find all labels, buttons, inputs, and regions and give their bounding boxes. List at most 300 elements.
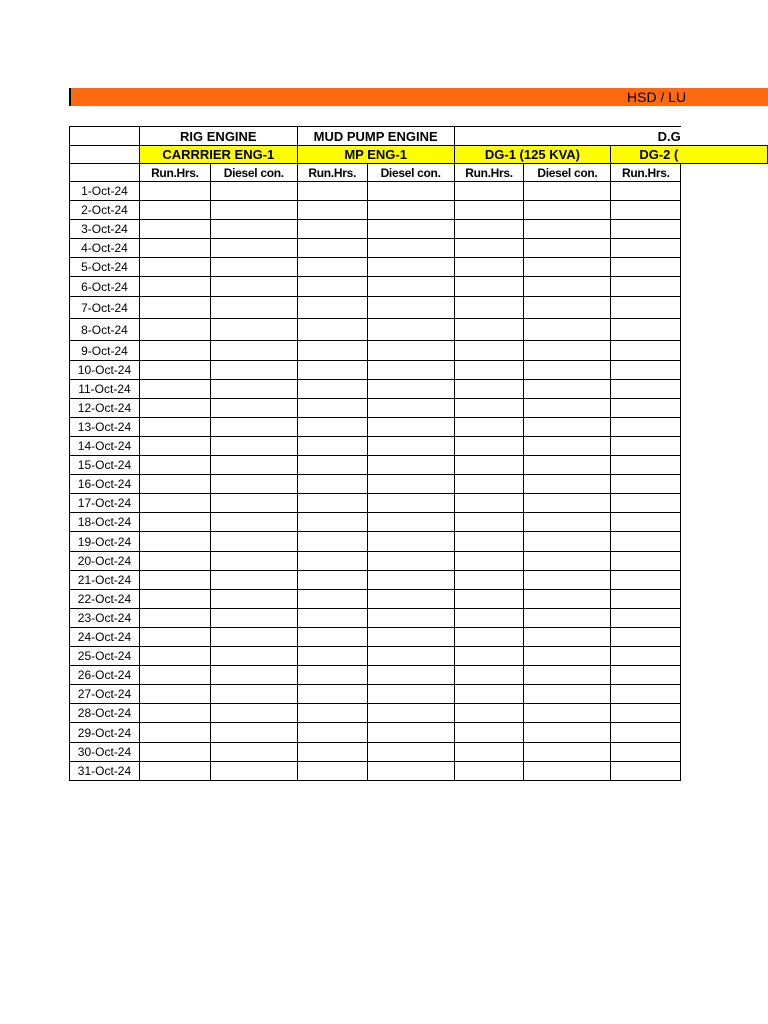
- table-row: [70, 418, 768, 437]
- dg1-run-hrs-cell[interactable]: [454, 704, 524, 723]
- mp-diesel-con-cell[interactable]: [367, 220, 454, 239]
- dg2-run-hrs-cell[interactable]: [611, 571, 681, 590]
- carrier-run-hrs-cell[interactable]: [139, 685, 210, 704]
- dg2-run-hrs-cell[interactable]: [611, 494, 681, 513]
- date-cell[interactable]: 28-Oct-24: [70, 704, 140, 723]
- carrier-run-hrs-cell[interactable]: [139, 437, 210, 456]
- date-cell[interactable]: 4-Oct-24: [70, 239, 140, 258]
- blank-cell: [681, 258, 768, 277]
- dg1-diesel-con-cell[interactable]: [524, 418, 611, 437]
- carrier-diesel-con-cell[interactable]: [210, 239, 297, 258]
- carrier-diesel-con-cell[interactable]: [210, 297, 297, 319]
- date-cell[interactable]: 1-Oct-24: [70, 182, 140, 201]
- corner-cell[interactable]: [70, 146, 140, 164]
- dg1-diesel-con-cell[interactable]: [524, 723, 611, 743]
- mp-diesel-con-cell[interactable]: [367, 685, 454, 704]
- table-row: [70, 220, 768, 239]
- date-cell[interactable]: 10-Oct-24: [70, 361, 140, 380]
- mp-run-hrs-cell[interactable]: [297, 494, 367, 513]
- mp-run-hrs-cell[interactable]: [297, 513, 367, 532]
- carrier-run-hrs-cell[interactable]: [139, 647, 210, 666]
- carrier-diesel-con-cell[interactable]: [210, 258, 297, 277]
- date-cell[interactable]: 13-Oct-24: [70, 418, 140, 437]
- carrier-run-hrs-cell[interactable]: [139, 590, 210, 609]
- dg1-diesel-con-cell[interactable]: [524, 456, 611, 475]
- date-cell[interactable]: 29-Oct-24: [70, 723, 140, 743]
- blank-cell: [681, 475, 768, 494]
- dg1-run-hrs-cell[interactable]: [454, 647, 524, 666]
- carrier-diesel-con-cell[interactable]: [210, 666, 297, 685]
- date-cell[interactable]: 22-Oct-24: [70, 590, 140, 609]
- carrier-run-hrs-cell[interactable]: [139, 532, 210, 552]
- carrier-diesel-con-cell[interactable]: [210, 277, 297, 297]
- dg2-run-hrs-cell[interactable]: [611, 513, 681, 532]
- fuel-log-table: [69, 126, 768, 781]
- mp-diesel-con-cell[interactable]: [367, 704, 454, 723]
- carrier-run-hrs-header[interactable]: Run.Hrs.: [139, 164, 210, 182]
- dg1-diesel-con-cell[interactable]: [524, 258, 611, 277]
- dg1-run-hrs-cell[interactable]: [454, 258, 524, 277]
- dg1-run-hrs-cell[interactable]: [454, 418, 524, 437]
- carrier-run-hrs-cell[interactable]: [139, 220, 210, 239]
- carrier-run-hrs-cell[interactable]: [139, 319, 210, 341]
- mp-run-hrs-cell[interactable]: [297, 258, 367, 277]
- date-cell[interactable]: 26-Oct-24: [70, 666, 140, 685]
- dg1-diesel-con-cell[interactable]: [524, 277, 611, 297]
- dg2-run-hrs-cell[interactable]: [611, 475, 681, 494]
- dg1-diesel-con-cell[interactable]: [524, 220, 611, 239]
- dg2-run-hrs-cell[interactable]: [611, 628, 681, 647]
- mp-diesel-con-cell[interactable]: [367, 532, 454, 552]
- date-cell[interactable]: 24-Oct-24: [70, 628, 140, 647]
- unit-header-row: [70, 146, 768, 164]
- carrier-eng-header[interactable]: CARRRIER ENG-1: [139, 146, 297, 164]
- table-row: [70, 437, 768, 456]
- dg1-diesel-con-cell[interactable]: [524, 762, 611, 781]
- dg1-run-hrs-cell[interactable]: [454, 399, 524, 418]
- dg1-run-hrs-cell[interactable]: [454, 532, 524, 552]
- mp-diesel-con-cell[interactable]: [367, 297, 454, 319]
- dg2-run-hrs-cell[interactable]: [611, 762, 681, 781]
- dg2-header[interactable]: DG-2 (: [611, 146, 768, 164]
- mp-diesel-con-cell[interactable]: [367, 513, 454, 532]
- dg1-run-hrs-cell[interactable]: [454, 361, 524, 380]
- blank-cell: [681, 723, 768, 743]
- mp-run-hrs-header[interactable]: Run.Hrs.: [297, 164, 367, 182]
- mp-diesel-con-cell[interactable]: [367, 258, 454, 277]
- blank-cell: [681, 437, 768, 456]
- date-cell[interactable]: 18-Oct-24: [70, 513, 140, 532]
- mp-run-hrs-cell[interactable]: [297, 609, 367, 628]
- mp-run-hrs-cell[interactable]: [297, 475, 367, 494]
- dg2-run-hrs-cell[interactable]: [611, 647, 681, 666]
- carrier-run-hrs-cell[interactable]: [139, 201, 210, 220]
- carrier-run-hrs-cell[interactable]: [139, 609, 210, 628]
- mp-diesel-con-cell[interactable]: [367, 182, 454, 201]
- mp-diesel-con-cell[interactable]: [367, 571, 454, 590]
- date-cell[interactable]: 3-Oct-24: [70, 220, 140, 239]
- carrier-run-hrs-cell[interactable]: [139, 513, 210, 532]
- dg1-diesel-con-cell[interactable]: [524, 590, 611, 609]
- title-banner: [69, 88, 768, 106]
- mp-run-hrs-cell[interactable]: [297, 361, 367, 380]
- dg1-run-hrs-cell[interactable]: [454, 437, 524, 456]
- carrier-diesel-con-cell[interactable]: [210, 456, 297, 475]
- carrier-diesel-con-cell[interactable]: [210, 628, 297, 647]
- carrier-diesel-con-cell[interactable]: [210, 494, 297, 513]
- dg1-run-hrs-cell[interactable]: [454, 571, 524, 590]
- dg1-diesel-con-cell[interactable]: [524, 743, 611, 762]
- date-cell[interactable]: 17-Oct-24: [70, 494, 140, 513]
- dg1-run-hrs-cell[interactable]: [454, 513, 524, 532]
- dg1-diesel-con-cell[interactable]: [524, 361, 611, 380]
- date-cell[interactable]: 9-Oct-24: [70, 341, 140, 361]
- mp-run-hrs-cell[interactable]: [297, 743, 367, 762]
- carrier-run-hrs-cell[interactable]: [139, 494, 210, 513]
- table-row: [70, 475, 768, 494]
- date-cell[interactable]: 8-Oct-24: [70, 319, 140, 341]
- blank-cell: [681, 628, 768, 647]
- mp-run-hrs-cell[interactable]: [297, 182, 367, 201]
- dg2-run-hrs-cell[interactable]: [611, 258, 681, 277]
- mp-run-hrs-cell[interactable]: [297, 552, 367, 571]
- carrier-diesel-con-cell[interactable]: [210, 532, 297, 552]
- blank-cell: [681, 704, 768, 723]
- dg1-diesel-con-cell[interactable]: [524, 201, 611, 220]
- corner-cell[interactable]: [70, 164, 140, 182]
- carrier-diesel-con-cell[interactable]: [210, 647, 297, 666]
- carrier-run-hrs-cell[interactable]: [139, 380, 210, 399]
- dg1-diesel-con-cell[interactable]: [524, 182, 611, 201]
- dg1-diesel-con-cell[interactable]: [524, 685, 611, 704]
- date-cell[interactable]: 30-Oct-24: [70, 743, 140, 762]
- dg2-run-hrs-cell[interactable]: [611, 704, 681, 723]
- dg1-run-hrs-cell[interactable]: [454, 609, 524, 628]
- dg1-run-hrs-cell[interactable]: [454, 590, 524, 609]
- dg1-run-hrs-cell[interactable]: [454, 201, 524, 220]
- dg1-diesel-con-header[interactable]: Diesel con.: [524, 164, 611, 182]
- dg2-run-hrs-cell[interactable]: [611, 609, 681, 628]
- dg1-diesel-con-cell[interactable]: [524, 666, 611, 685]
- carrier-diesel-con-cell[interactable]: [210, 609, 297, 628]
- dg1-run-hrs-header[interactable]: Run.Hrs.: [454, 164, 524, 182]
- carrier-diesel-con-cell[interactable]: [210, 437, 297, 456]
- blank-cell: [681, 380, 768, 399]
- dg1-diesel-con-cell[interactable]: [524, 609, 611, 628]
- carrier-run-hrs-cell[interactable]: [139, 723, 210, 743]
- mud-pump-engine-header[interactable]: MUD PUMP ENGINE: [297, 127, 454, 146]
- date-cell[interactable]: 11-Oct-24: [70, 380, 140, 399]
- mp-diesel-con-cell[interactable]: [367, 475, 454, 494]
- mp-run-hrs-cell[interactable]: [297, 647, 367, 666]
- carrier-diesel-con-cell[interactable]: [210, 319, 297, 341]
- dg2-run-hrs-cell[interactable]: [611, 239, 681, 258]
- carrier-run-hrs-cell[interactable]: [139, 743, 210, 762]
- dg2-run-hrs-header[interactable]: Run.Hrs.: [611, 164, 681, 182]
- mp-diesel-con-cell[interactable]: [367, 418, 454, 437]
- mp-diesel-con-cell[interactable]: [367, 361, 454, 380]
- table-row: [70, 341, 768, 361]
- mp-run-hrs-cell[interactable]: [297, 437, 367, 456]
- blank-cell: [681, 239, 768, 258]
- carrier-run-hrs-cell[interactable]: [139, 341, 210, 361]
- dg1-run-hrs-cell[interactable]: [454, 685, 524, 704]
- date-cell[interactable]: 5-Oct-24: [70, 258, 140, 277]
- mp-run-hrs-cell[interactable]: [297, 762, 367, 781]
- table-row: [70, 361, 768, 380]
- mp-run-hrs-cell[interactable]: [297, 297, 367, 319]
- mp-diesel-con-cell[interactable]: [367, 552, 454, 571]
- mp-run-hrs-cell[interactable]: [297, 201, 367, 220]
- date-cell[interactable]: 20-Oct-24: [70, 552, 140, 571]
- dg1-run-hrs-cell[interactable]: [454, 475, 524, 494]
- mp-run-hrs-cell[interactable]: [297, 723, 367, 743]
- mp-run-hrs-cell[interactable]: [297, 220, 367, 239]
- date-cell[interactable]: 25-Oct-24: [70, 647, 140, 666]
- dg2-run-hrs-cell[interactable]: [611, 201, 681, 220]
- mp-run-hrs-cell[interactable]: [297, 319, 367, 341]
- carrier-run-hrs-cell[interactable]: [139, 628, 210, 647]
- mp-diesel-con-cell[interactable]: [367, 201, 454, 220]
- blank-cell: [681, 685, 768, 704]
- mp-diesel-con-cell[interactable]: [367, 723, 454, 743]
- mp-diesel-con-cell[interactable]: [367, 239, 454, 258]
- table-row: [70, 552, 768, 571]
- carrier-diesel-con-cell[interactable]: [210, 220, 297, 239]
- carrier-diesel-con-cell[interactable]: [210, 201, 297, 220]
- date-cell[interactable]: 23-Oct-24: [70, 609, 140, 628]
- dg1-diesel-con-cell[interactable]: [524, 341, 611, 361]
- carrier-diesel-con-cell[interactable]: [210, 399, 297, 418]
- dg1-run-hrs-cell[interactable]: [454, 723, 524, 743]
- mp-run-hrs-cell[interactable]: [297, 571, 367, 590]
- carrier-run-hrs-cell[interactable]: [139, 297, 210, 319]
- mp-diesel-con-cell[interactable]: [367, 666, 454, 685]
- table-row: [70, 647, 768, 666]
- dg2-run-hrs-cell[interactable]: [611, 552, 681, 571]
- carrier-run-hrs-cell[interactable]: [139, 552, 210, 571]
- carrier-diesel-con-header[interactable]: Diesel con.: [210, 164, 297, 182]
- carrier-run-hrs-cell[interactable]: [139, 399, 210, 418]
- mp-run-hrs-cell[interactable]: [297, 666, 367, 685]
- date-cell[interactable]: 19-Oct-24: [70, 532, 140, 552]
- carrier-diesel-con-cell[interactable]: [210, 475, 297, 494]
- corner-cell[interactable]: [70, 127, 140, 146]
- mp-diesel-con-cell[interactable]: [367, 399, 454, 418]
- dg2-run-hrs-cell[interactable]: [611, 437, 681, 456]
- dg2-run-hrs-cell[interactable]: [611, 277, 681, 297]
- dg1-run-hrs-cell[interactable]: [454, 297, 524, 319]
- dg2-run-hrs-cell[interactable]: [611, 666, 681, 685]
- mp-diesel-con-cell[interactable]: [367, 277, 454, 297]
- dg1-run-hrs-cell[interactable]: [454, 239, 524, 258]
- table-row: [70, 723, 768, 743]
- dg1-run-hrs-cell[interactable]: [454, 220, 524, 239]
- dg2-run-hrs-cell[interactable]: [611, 743, 681, 762]
- dg1-diesel-con-cell[interactable]: [524, 513, 611, 532]
- dg1-run-hrs-cell[interactable]: [454, 762, 524, 781]
- carrier-run-hrs-cell[interactable]: [139, 277, 210, 297]
- dg1-diesel-con-cell[interactable]: [524, 704, 611, 723]
- table-row: [70, 494, 768, 513]
- mp-diesel-con-cell[interactable]: [367, 628, 454, 647]
- dg1-diesel-con-cell[interactable]: [524, 437, 611, 456]
- mp-diesel-con-cell[interactable]: [367, 590, 454, 609]
- carrier-diesel-con-cell[interactable]: [210, 418, 297, 437]
- table-row: [70, 762, 768, 781]
- carrier-diesel-con-cell[interactable]: [210, 380, 297, 399]
- dg2-run-hrs-cell[interactable]: [611, 399, 681, 418]
- carrier-run-hrs-cell[interactable]: [139, 475, 210, 494]
- carrier-run-hrs-cell[interactable]: [139, 456, 210, 475]
- dg2-run-hrs-cell[interactable]: [611, 220, 681, 239]
- mp-run-hrs-cell[interactable]: [297, 399, 367, 418]
- carrier-diesel-con-cell[interactable]: [210, 361, 297, 380]
- carrier-diesel-con-cell[interactable]: [210, 552, 297, 571]
- carrier-run-hrs-cell[interactable]: [139, 666, 210, 685]
- dg2-run-hrs-cell[interactable]: [611, 532, 681, 552]
- mp-run-hrs-cell[interactable]: [297, 685, 367, 704]
- dg2-run-hrs-cell[interactable]: [611, 380, 681, 399]
- dg1-run-hrs-cell[interactable]: [454, 380, 524, 399]
- group-header-row: [70, 127, 768, 146]
- blank-cell: [681, 277, 768, 297]
- carrier-diesel-con-cell[interactable]: [210, 704, 297, 723]
- dg-header[interactable]: [454, 127, 681, 146]
- date-cell[interactable]: 15-Oct-24: [70, 456, 140, 475]
- banner-title: HSD / LU: [627, 89, 687, 105]
- dg1-diesel-con-cell[interactable]: [524, 297, 611, 319]
- date-cell[interactable]: 12-Oct-24: [70, 399, 140, 418]
- dg1-diesel-con-cell[interactable]: [524, 475, 611, 494]
- mp-diesel-con-cell[interactable]: [367, 319, 454, 341]
- dg2-run-hrs-cell[interactable]: [611, 341, 681, 361]
- dg1-diesel-con-cell[interactable]: [524, 494, 611, 513]
- mp-diesel-con-cell[interactable]: [367, 743, 454, 762]
- table-row: [70, 399, 768, 418]
- dg-header-label: D.G: [657, 128, 681, 144]
- date-cell[interactable]: 31-Oct-24: [70, 762, 140, 781]
- mp-run-hrs-cell[interactable]: [297, 341, 367, 361]
- carrier-diesel-con-cell[interactable]: [210, 341, 297, 361]
- dg1-run-hrs-cell[interactable]: [454, 494, 524, 513]
- dg1-diesel-con-cell[interactable]: [524, 552, 611, 571]
- dg2-run-hrs-cell[interactable]: [611, 297, 681, 319]
- dg1-diesel-con-cell[interactable]: [524, 239, 611, 258]
- carrier-run-hrs-cell[interactable]: [139, 704, 210, 723]
- mp-run-hrs-cell[interactable]: [297, 456, 367, 475]
- dg1-header[interactable]: DG-1 (125 KVA): [454, 146, 611, 164]
- carrier-diesel-con-cell[interactable]: [210, 762, 297, 781]
- mp-diesel-con-cell[interactable]: [367, 647, 454, 666]
- date-cell[interactable]: 2-Oct-24: [70, 201, 140, 220]
- mp-eng-header[interactable]: MP ENG-1: [297, 146, 454, 164]
- carrier-run-hrs-cell[interactable]: [139, 258, 210, 277]
- dg1-run-hrs-cell[interactable]: [454, 456, 524, 475]
- carrier-diesel-con-cell[interactable]: [210, 685, 297, 704]
- dg1-run-hrs-cell[interactable]: [454, 552, 524, 571]
- mp-run-hrs-cell[interactable]: [297, 532, 367, 552]
- mp-diesel-con-cell[interactable]: [367, 762, 454, 781]
- date-cell[interactable]: 16-Oct-24: [70, 475, 140, 494]
- carrier-run-hrs-cell[interactable]: [139, 239, 210, 258]
- dg2-run-hrs-cell[interactable]: [611, 418, 681, 437]
- dg2-run-hrs-cell[interactable]: [611, 723, 681, 743]
- blank-cell: [681, 201, 768, 220]
- dg1-diesel-con-cell[interactable]: [524, 628, 611, 647]
- mp-run-hrs-cell[interactable]: [297, 239, 367, 258]
- blank-cell: [681, 182, 768, 201]
- carrier-run-hrs-cell[interactable]: [139, 571, 210, 590]
- mp-run-hrs-cell[interactable]: [297, 277, 367, 297]
- dg2-run-hrs-cell[interactable]: [611, 182, 681, 201]
- date-cell[interactable]: 27-Oct-24: [70, 685, 140, 704]
- dg1-run-hrs-cell[interactable]: [454, 743, 524, 762]
- table-row: [70, 628, 768, 647]
- blank-cell: [681, 743, 768, 762]
- dg2-run-hrs-cell[interactable]: [611, 456, 681, 475]
- carrier-run-hrs-cell[interactable]: [139, 182, 210, 201]
- dg1-diesel-con-cell[interactable]: [524, 532, 611, 552]
- dg1-run-hrs-cell[interactable]: [454, 341, 524, 361]
- carrier-diesel-con-cell[interactable]: [210, 571, 297, 590]
- dg1-run-hrs-cell[interactable]: [454, 628, 524, 647]
- carrier-diesel-con-cell[interactable]: [210, 513, 297, 532]
- mp-run-hrs-cell[interactable]: [297, 704, 367, 723]
- carrier-run-hrs-cell[interactable]: [139, 762, 210, 781]
- carrier-run-hrs-cell[interactable]: [139, 418, 210, 437]
- dg2-run-hrs-cell[interactable]: [611, 319, 681, 341]
- dg1-run-hrs-cell[interactable]: [454, 277, 524, 297]
- mp-run-hrs-cell[interactable]: [297, 380, 367, 399]
- mp-diesel-con-cell[interactable]: [367, 341, 454, 361]
- dg2-run-hrs-cell[interactable]: [611, 590, 681, 609]
- mp-run-hrs-cell[interactable]: [297, 628, 367, 647]
- carrier-diesel-con-cell[interactable]: [210, 723, 297, 743]
- mp-diesel-con-cell[interactable]: [367, 456, 454, 475]
- mp-diesel-con-cell[interactable]: [367, 609, 454, 628]
- mp-diesel-con-header[interactable]: Diesel con.: [367, 164, 454, 182]
- carrier-diesel-con-cell[interactable]: [210, 743, 297, 762]
- dg1-run-hrs-cell[interactable]: [454, 182, 524, 201]
- dg1-diesel-con-cell[interactable]: [524, 319, 611, 341]
- blank-cell: [681, 361, 768, 380]
- date-cell[interactable]: 21-Oct-24: [70, 571, 140, 590]
- mp-diesel-con-cell[interactable]: [367, 494, 454, 513]
- date-cell[interactable]: 6-Oct-24: [70, 277, 140, 297]
- carrier-diesel-con-cell[interactable]: [210, 590, 297, 609]
- date-cell[interactable]: 14-Oct-24: [70, 437, 140, 456]
- table-row: [70, 297, 768, 319]
- dg1-run-hrs-cell[interactable]: [454, 666, 524, 685]
- dg1-diesel-con-cell[interactable]: [524, 380, 611, 399]
- dg1-diesel-con-cell[interactable]: [524, 399, 611, 418]
- date-cell[interactable]: 7-Oct-24: [70, 297, 140, 319]
- dg1-diesel-con-cell[interactable]: [524, 647, 611, 666]
- dg2-run-hrs-cell[interactable]: [611, 685, 681, 704]
- carrier-run-hrs-cell[interactable]: [139, 361, 210, 380]
- carrier-diesel-con-cell[interactable]: [210, 182, 297, 201]
- dg1-diesel-con-cell[interactable]: [524, 571, 611, 590]
- blank-cell: [681, 399, 768, 418]
- dg1-run-hrs-cell[interactable]: [454, 319, 524, 341]
- mp-diesel-con-cell[interactable]: [367, 437, 454, 456]
- rig-engine-header[interactable]: RIG ENGINE: [139, 127, 297, 146]
- dg2-run-hrs-cell[interactable]: [611, 361, 681, 380]
- mp-run-hrs-cell[interactable]: [297, 418, 367, 437]
- mp-run-hrs-cell[interactable]: [297, 590, 367, 609]
- mp-diesel-con-cell[interactable]: [367, 380, 454, 399]
